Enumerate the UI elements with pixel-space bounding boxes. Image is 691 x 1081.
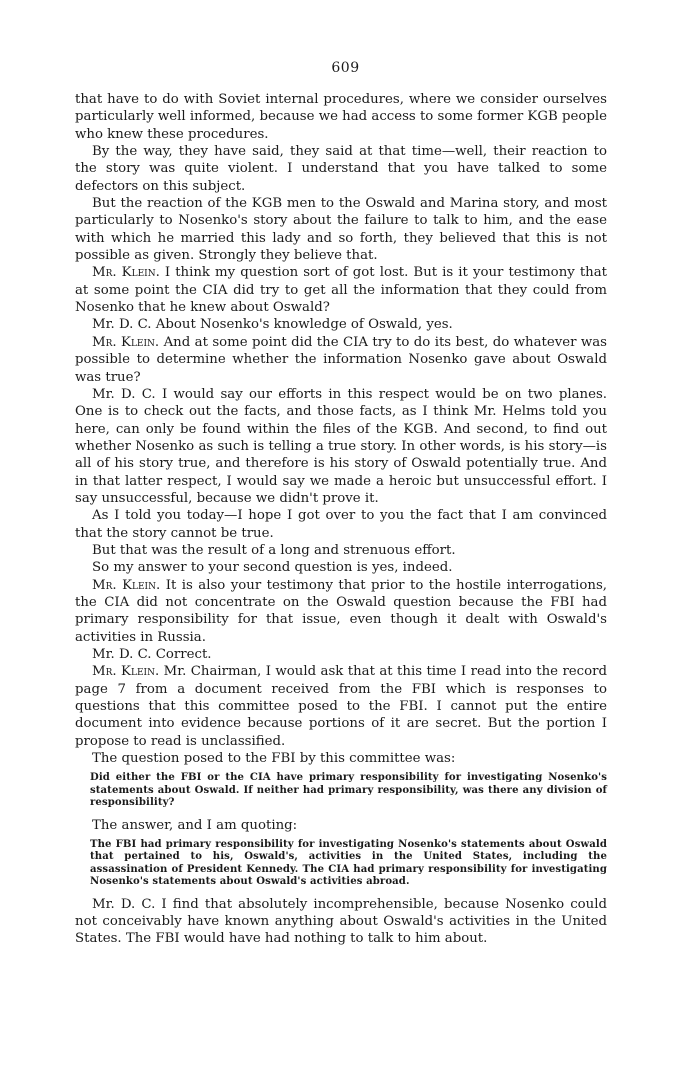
paragraph: Mr. D. C. I would say our efforts in this respect would be on two planes. One is to check out the facts, and those facts, as I think Mr. Helms told you here, can only be found within the files of the KGB. And second, to find out whether Nosenko as such is telling a true story. In other words, is his story—is all of his story true, and therefore is his story of Oswald potentially true. And in that latter respect, I would say we made a heroic but unsuccessful effort. I say unsuccessful, because we didn't prove it.	[75, 386, 607, 506]
paragraph: The answer, and I am quoting:	[92, 817, 298, 833]
paragraph: But the reaction of the KGB men to the Oswald and Marina story, and most particularly to Nosenko's story about the failure to talk to him, and the ease with which he married this lady and so forth, they believed that this is not possible as given. Strongly they believe that.	[75, 196, 607, 264]
paragraph-text: Mr. Chairman, I would ask that at this time I read into the record page 7 from a document received from the FBI which is responses to questions that this committee posed to the FBI. I cannot put the entire document into evidence because portions of it are secret. But the portion I propose to read is unclassified.	[75, 664, 607, 749]
paragraph	[75, 334, 607, 386]
paragraph: By the way, they have said, they said at that time—well, their reaction to the story was quite violent. I understand that you have talked to some defectors on this subject.	[75, 144, 607, 194]
paragraph: Mr. D. C. Correct.	[92, 647, 212, 662]
paragraph-text: And at some point did the CIA try to do its best, do whatever was possible to determine whether the information Nosenko gave about Oswald was true?	[75, 334, 607, 385]
speaker-name: Mr. Klein.	[92, 664, 160, 680]
paragraph: As I told you today—I hope I got over to you the fact that I am convinced that the story cannot be true.	[75, 508, 607, 541]
paragraph	[75, 264, 607, 316]
paragraph-text: I think my question sort of got lost. But is it your testimony that at some point the CIA did try to get all the information that they could from Nosenko that he knew about Oswald?	[75, 265, 608, 316]
paragraph: Mr. D. C. About Nosenko's knowledge of Oswald, yes.	[92, 317, 453, 333]
paragraph-text: It is also your testimony that prior to the hostile interrogations, the CIA did not concentrate on the Oswald question because the FBI had primary responsibility for that issue, even though it dealt with Oswald's activities in Russia.	[75, 577, 607, 645]
paragraph: The question posed to the FBI by this committee was:	[92, 751, 456, 767]
paragraph: Mr. D. C. I find that absolutely incomprehensible, because Nosenko could not conceivably have known anything about Oswald's activities in the United States. The FBI would have had nothing to talk to him about.	[75, 896, 607, 947]
speaker-name: Mr. Klein.	[92, 334, 160, 350]
speaker-name: Mr. Klein.	[92, 265, 160, 281]
block-quote: The FBI had primary responsibility for investigating Nosenko's statements about Oswald that pertained to his, Oswald's, activities in the United States, including the assassination of President Kennedy. The CIA had primary responsibility for investigating Nosenko's statements about Oswald's activities abroad.	[90, 838, 607, 888]
page-number: 609	[331, 60, 360, 76]
paragraph	[75, 663, 607, 750]
paragraph: So my answer to your second question is yes, indeed.	[92, 560, 453, 576]
speaker-name: Mr. Klein.	[92, 577, 161, 593]
paragraph: But that was the result of a long and strenuous effort.	[92, 542, 456, 558]
block-quote: Did either the FBI or the CIA have primary responsibility for investigating Nosenko's statements about Oswald. If neither had primary responsibility, was there any division of responsibility?	[90, 772, 607, 809]
paragraph: that have to do with Soviet internal procedures, where we consider ourselves particularly well informed, because we had access to some former KGB people who knew these procedures.	[75, 92, 607, 142]
transcript-body	[75, 91, 607, 948]
paragraph	[75, 577, 607, 646]
